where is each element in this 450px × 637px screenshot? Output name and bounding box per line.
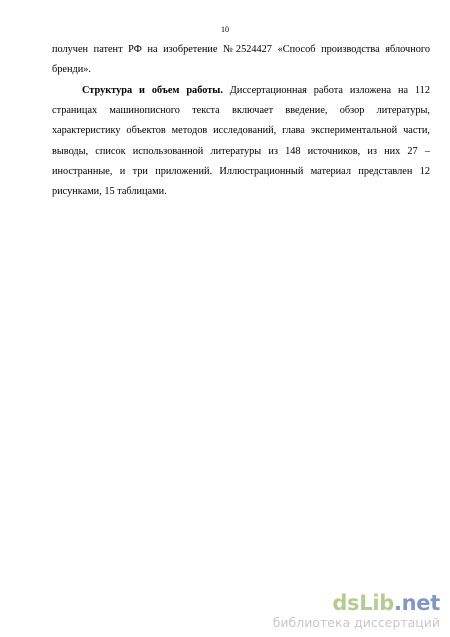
paragraph-structure [52, 81, 430, 202]
heading-continuation: Диссертационная работа изложена на 112 [222, 85, 430, 96]
text-line: страницах машинописного текста включает введение, обзор литературы, [52, 105, 430, 117]
text-line: характеристику объектов методов исследований, глава экспериментальной части, [52, 125, 430, 137]
text-line: выводы, список использованной литературы из 148 источников, из них 27 – [52, 145, 430, 157]
text-line: рисунками, 15 таблицами. [52, 186, 167, 198]
text-line: получен патент РФ на изобретение №2524427 «Способ производства яблочного [52, 44, 430, 55]
paragraph-patent [52, 40, 430, 80]
text-line: бренди». [52, 64, 91, 76]
watermark-logo [273, 592, 440, 614]
watermark [273, 592, 440, 631]
watermark-logo-part1: dsLib [332, 591, 394, 615]
section-heading: Структура и объем работы. [82, 85, 223, 96]
text-line [52, 81, 430, 101]
text-line: иностранные, и три приложений. Иллюстрационный материал представлен 12 [52, 165, 430, 177]
watermark-tagline: библиотека диссертаций [272, 615, 440, 630]
page-number: 10 [221, 25, 229, 34]
watermark-logo-part2: .net [393, 591, 440, 615]
